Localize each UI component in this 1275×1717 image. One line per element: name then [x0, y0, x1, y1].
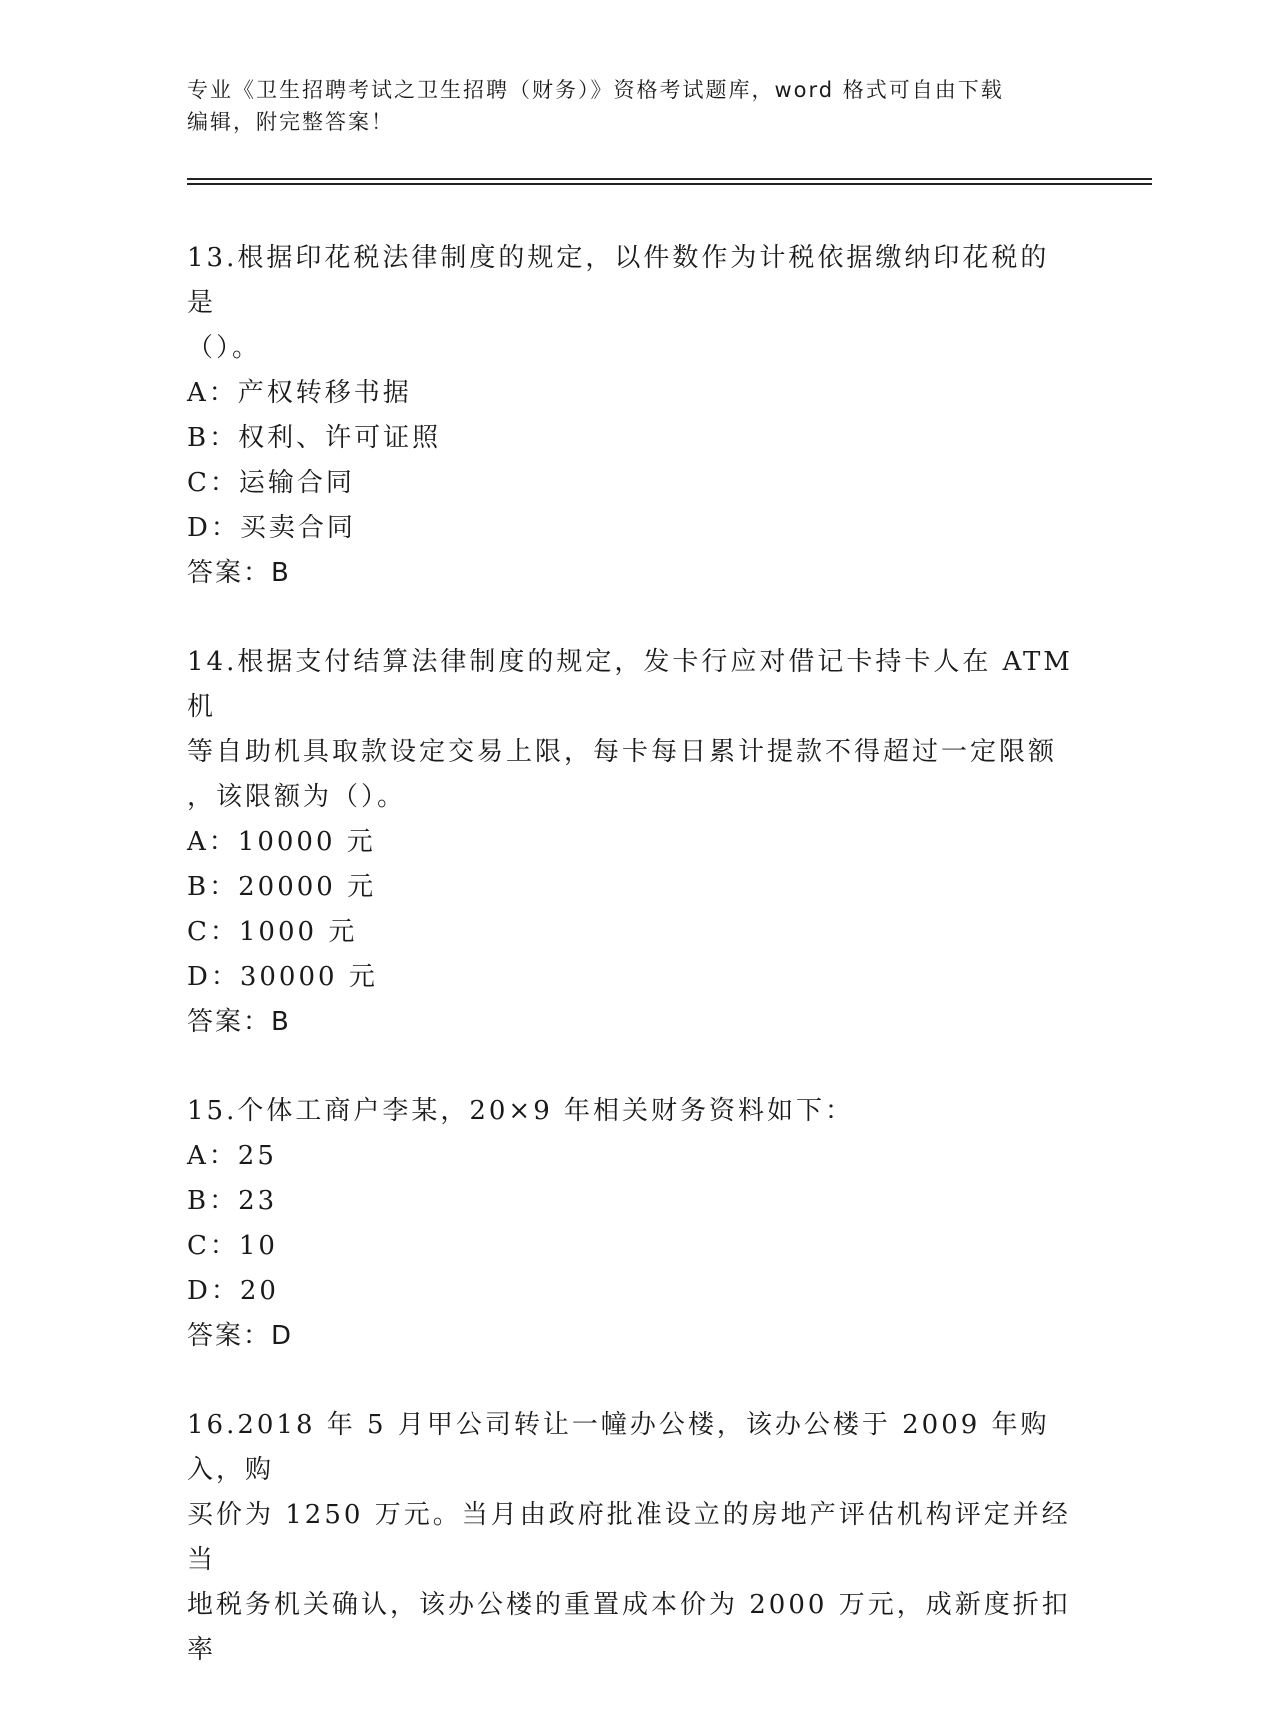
option-c: C：运输合同 [187, 468, 355, 498]
option-d: D：30000 元 [187, 962, 378, 992]
question-stem-line: 地税务机关确认，该办公楼的重置成本价为 2000 万元，成新度折扣率 [187, 1590, 1071, 1665]
question-list [187, 236, 1077, 1717]
option-d: D：买卖合同 [187, 513, 356, 543]
answer-label: 答案： [187, 558, 272, 588]
option-b: B：20000 元 [187, 872, 377, 902]
option-c: C：10 [187, 1231, 278, 1261]
option-a: A：10000 元 [187, 827, 376, 857]
option-d: D：20 [187, 1276, 279, 1306]
option-a: A：产权转移书据 [187, 378, 412, 408]
question-stem-line: 16.2018 年 5 月甲公司转让一幢办公楼，该办公楼于 2009 年购入，购 [187, 1410, 1050, 1485]
answer-value: B [271, 1007, 291, 1037]
question-15 [187, 1089, 1077, 1359]
question-stem-line: ，该限额为（）。 [187, 782, 407, 812]
option-b: B：权利、许可证照 [187, 423, 442, 453]
option-b: B：23 [187, 1186, 278, 1216]
question-16 [187, 1403, 1077, 1673]
answer-line [187, 551, 1077, 596]
question-stem-line: 15.个体工商户李某，20×9 年相关财务资料如下： [187, 1096, 855, 1126]
question-stem-line: 13.根据印花税法律制度的规定，以件数作为计税依据缴纳印花税的是 [187, 243, 1050, 318]
question-14 [187, 640, 1077, 1045]
answer-line [187, 1000, 1077, 1045]
answer-label: 答案： [187, 1321, 272, 1351]
option-c: C：1000 元 [187, 917, 358, 947]
option-a: A：25 [187, 1141, 277, 1171]
answer-label: 答案： [187, 1007, 272, 1037]
question-stem-line: 买价为 1250 万元。当月由政府批准设立的房地产评估机构评定并经当 [187, 1500, 1071, 1575]
question-stem-line: 14.根据支付结算法律制度的规定，发卡行应对借记卡持卡人在 ATM 机 [187, 647, 1073, 722]
header-line-2: 编辑，附完整答案！ [187, 110, 394, 134]
question-stem-line: 等自助机具取款设定交易上限，每卡每日累计提款不得超过一定限额 [187, 737, 1058, 767]
answer-line [187, 1314, 1077, 1359]
header-divider-top [187, 178, 1152, 180]
answer-value: D [271, 1321, 294, 1351]
header-divider-bottom [187, 183, 1152, 185]
answer-value: B [271, 558, 291, 588]
document-header [187, 74, 1067, 138]
question-stem-line: （）。 [187, 333, 262, 363]
header-line-1: 专业《卫生招聘考试之卫生招聘（财务）》资格考试题库，word 格式可自由下载 [187, 78, 1004, 102]
question-13 [187, 236, 1077, 596]
